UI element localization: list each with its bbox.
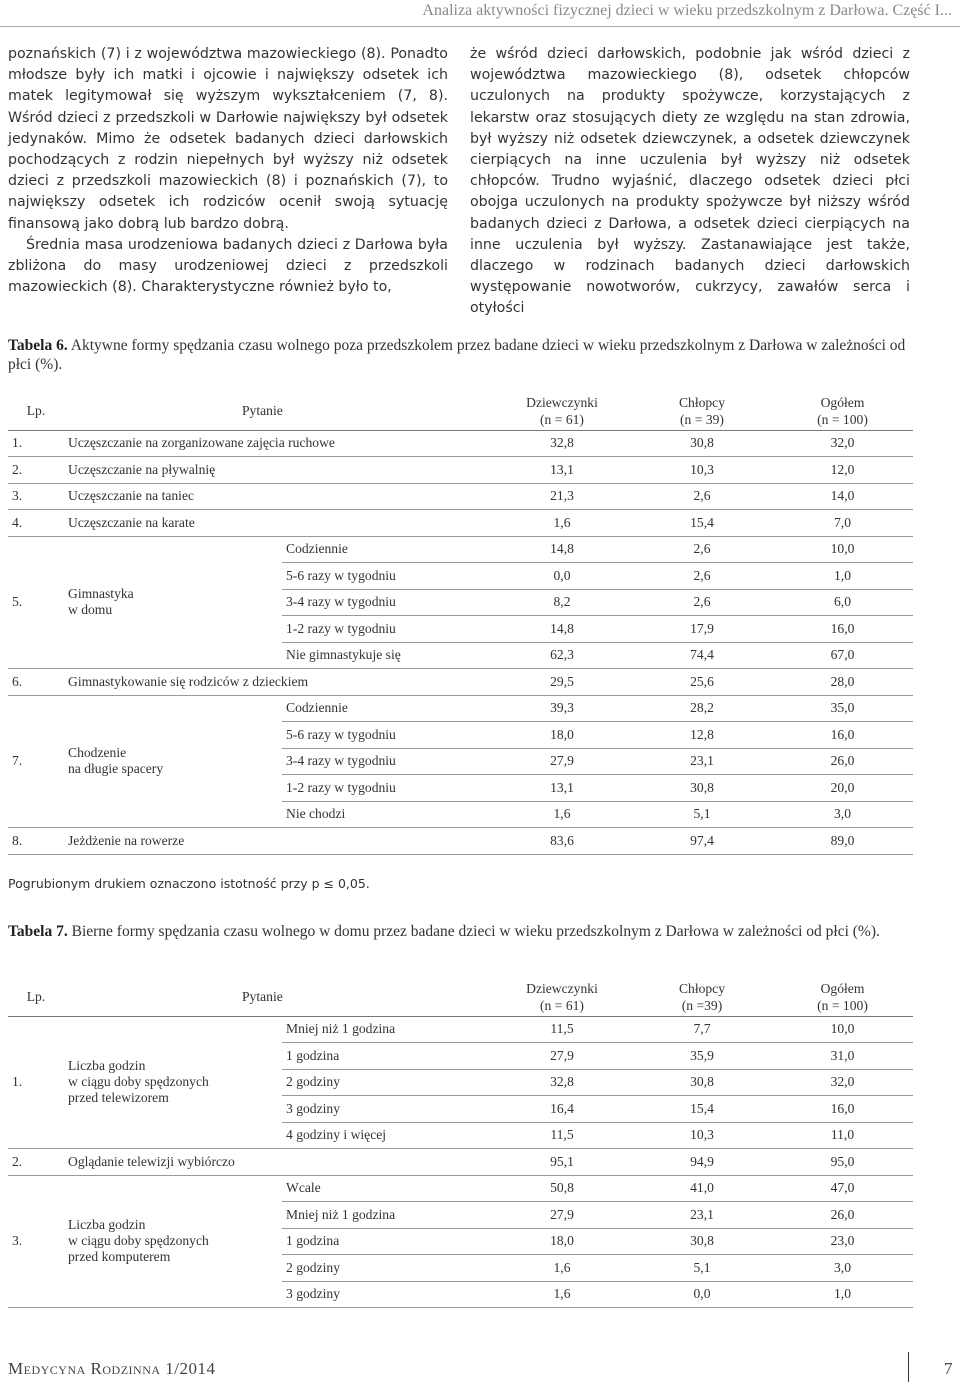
table7 <box>8 978 913 1308</box>
page-number: 7 <box>944 1359 953 1378</box>
table-subrow: 1-2 razy w tygodniu 13,1 30,8 20,0 <box>8 774 913 801</box>
table-row: 4. Uczęszczanie na karate 1,6 15,4 7,0 <box>8 509 913 536</box>
col-boys: Chłopcy (n =39) <box>632 978 772 1016</box>
table-subrow: 3-4 razy w tygodniu 27,9 23,1 26,0 <box>8 748 913 774</box>
multiline-question: Gimnastyka w domu <box>64 536 282 668</box>
table6-footnote: Pogrubionym drukiem oznaczono istotność przy p ≤ 0,05. <box>8 876 370 891</box>
col-total: Ogółem (n = 100) <box>772 978 913 1016</box>
table-subrow: 2 godziny 1,6 5,1 3,0 <box>8 1254 913 1281</box>
table-subrow: Nie chodzi 1,6 5,1 3,0 <box>8 801 913 827</box>
table-row: 7. Chodzenie na długie spacery Codziennie 39,3 28,2 35,0 <box>8 695 913 721</box>
table-subrow: 1-2 razy w tygodniu 14,8 17,9 16,0 <box>8 615 913 642</box>
col-girls: Dziewczynki (n = 61) <box>492 978 632 1016</box>
header-rule <box>0 26 960 27</box>
col-question: Pytanie <box>64 392 492 430</box>
table6-label: Tabela 6. <box>8 337 68 354</box>
table-header-row <box>8 978 913 1016</box>
col-lp: Lp. <box>8 978 64 1016</box>
table-subrow: Mniej niż 1 godzina 27,9 23,1 26,0 <box>8 1201 913 1228</box>
col-total: Ogółem (n = 100) <box>772 392 913 430</box>
table-subrow: 5-6 razy w tygodniu 18,0 12,8 16,0 <box>8 721 913 748</box>
table-row: 5. Gimnastyka w domu Codziennie 14,8 2,6 10,0 <box>8 536 913 562</box>
table-row: 2. Uczęszczanie na pływalnię 13,1 10,3 12,0 <box>8 456 913 483</box>
col-boys: Chłopcy (n = 39) <box>632 392 772 430</box>
running-header: Analiza aktywności fizycznej dzieci w wieku przedszkolnym z Darłowa. Część I... <box>422 2 952 19</box>
table-row: 2. Oglądanie telewizji wybiórczo 95,1 94,9 95,0 <box>8 1148 913 1175</box>
multiline-question: Chodzenie na długie spacery <box>64 695 282 827</box>
journal-name: Medycyna Rodzinna 1/2014 <box>8 1359 216 1378</box>
paragraph: poznańskich (7) i z województwa mazowieckiego (8). Ponadto młodsze były ich matki i ojcowie i największy odsetek ich matek legitymował się wyższym wykształceniem (7, 8). Wśród dzieci z przedszkoli w Darłowie największy był odsetek jedynaków. Mimo że odsetek badanych dzieci darłowskich pochodzących z rodzin niepełnych był wyższy niż odsetek dzieci z przedszkoli mazowieckich (8) i poznańskich (7), to największy odsetek ich rodziców ocenił swoją sytuację finansową jako dobrą lub bardzo dobrą. <box>8 46 448 232</box>
col-girls: Dziewczynki (n = 61) <box>492 392 632 430</box>
table-row: 1. Liczba godzin w ciągu doby spędzonych przed telewizorem Mniej niż 1 godzina 11,5 7,7 10,0 <box>8 1016 913 1042</box>
table-row: 3. Liczba godzin w ciągu doby spędzonych przed komputerem Wcale 50,8 41,0 47,0 <box>8 1175 913 1201</box>
table6-caption <box>8 336 913 374</box>
right-column <box>470 44 910 320</box>
paragraph: że wśród dzieci darłowskich, podobnie jak wśród dzieci z województwa mazowieckiego (8), odsetek chłopców uczulonych na produkty spożywcze, korzystających z lekarstw oraz stosujących diety ze względu na stan zdrowia, był wyższy niż odsetek dziewczynek, a odsetek dziewczynek cierpiących na inne uczulenia był wyższy niż odsetek chłopców. Trudno wyjaśnić, dlaczego odsetek dzieci płci obojga uczulonych na produkty spożywcze był niższy wśród badanych dzieci z Darłowa, a odsetek dzieci cierpiących na inne uczulenia był wyższy. Zastanawiające jest także, dlaczego w rodzinach badanych dzieci darłowskich występowanie nowotworów, cukrzycy, zawałów serca i otyłości <box>470 46 910 317</box>
table-subrow: 5-6 razy w tygodniu 0,0 2,6 1,0 <box>8 562 913 589</box>
paragraph: Średnia masa urodzeniowa badanych dzieci z Darłowa była zbliżona do masy urodzeniowej dzieci z przedszkoli mazowieckich (8). Charakterystyczne również było to, <box>8 236 448 296</box>
table-row: 3. Uczęszczanie na taniec 21,3 2,6 14,0 <box>8 483 913 509</box>
table-subrow: Nie gimnastykuje się 62,3 74,4 67,0 <box>8 642 913 668</box>
table-subrow: 2 godziny 32,8 30,8 32,0 <box>8 1069 913 1095</box>
table-subrow: 1 godzina 27,9 35,9 31,0 <box>8 1042 913 1069</box>
table6 <box>8 392 913 855</box>
table7-caption <box>8 922 913 941</box>
table-subrow: 3 godziny 1,6 0,0 1,0 <box>8 1281 913 1307</box>
col-lp: Lp. <box>8 392 64 430</box>
multiline-question: Liczba godzin w ciągu doby spędzonych przed komputerem <box>64 1175 282 1307</box>
table-header-row <box>8 392 913 430</box>
table-row: 1. Uczęszczanie na zorganizowane zajęcia ruchowe 32,8 30,8 32,0 <box>8 430 913 456</box>
table-subrow: 3-4 razy w tygodniu 8,2 2,6 6,0 <box>8 589 913 615</box>
table-row: 8. Jeżdżenie na rowerze 83,6 97,4 89,0 <box>8 827 913 854</box>
table-row: 6. Gimnastykowanie się rodziców z dzieckiem 29,5 25,6 28,0 <box>8 668 913 695</box>
table-subrow: 1 godzina 18,0 30,8 23,0 <box>8 1228 913 1254</box>
table6-caption-text: Aktywne formy spędzania czasu wolnego poza przedszkolem przez badane dzieci w wieku przedszkolnym z Darłowa w zależności od płci (%). <box>8 337 906 373</box>
col-question: Pytanie <box>64 978 492 1016</box>
multiline-question: Liczba godzin w ciągu doby spędzonych przed telewizorem <box>64 1016 282 1148</box>
table-subrow: 4 godziny i więcej 11,5 10,3 11,0 <box>8 1122 913 1148</box>
table-subrow: 3 godziny 16,4 15,4 16,0 <box>8 1095 913 1122</box>
table7-label: Tabela 7. <box>8 923 68 940</box>
left-column <box>8 44 448 298</box>
footer-divider <box>908 1352 909 1382</box>
table7-caption-text: Bierne formy spędzania czasu wolnego w domu przez badane dzieci w wieku przedszkolnym z Darłowa w zależności od płci (%). <box>67 923 880 940</box>
